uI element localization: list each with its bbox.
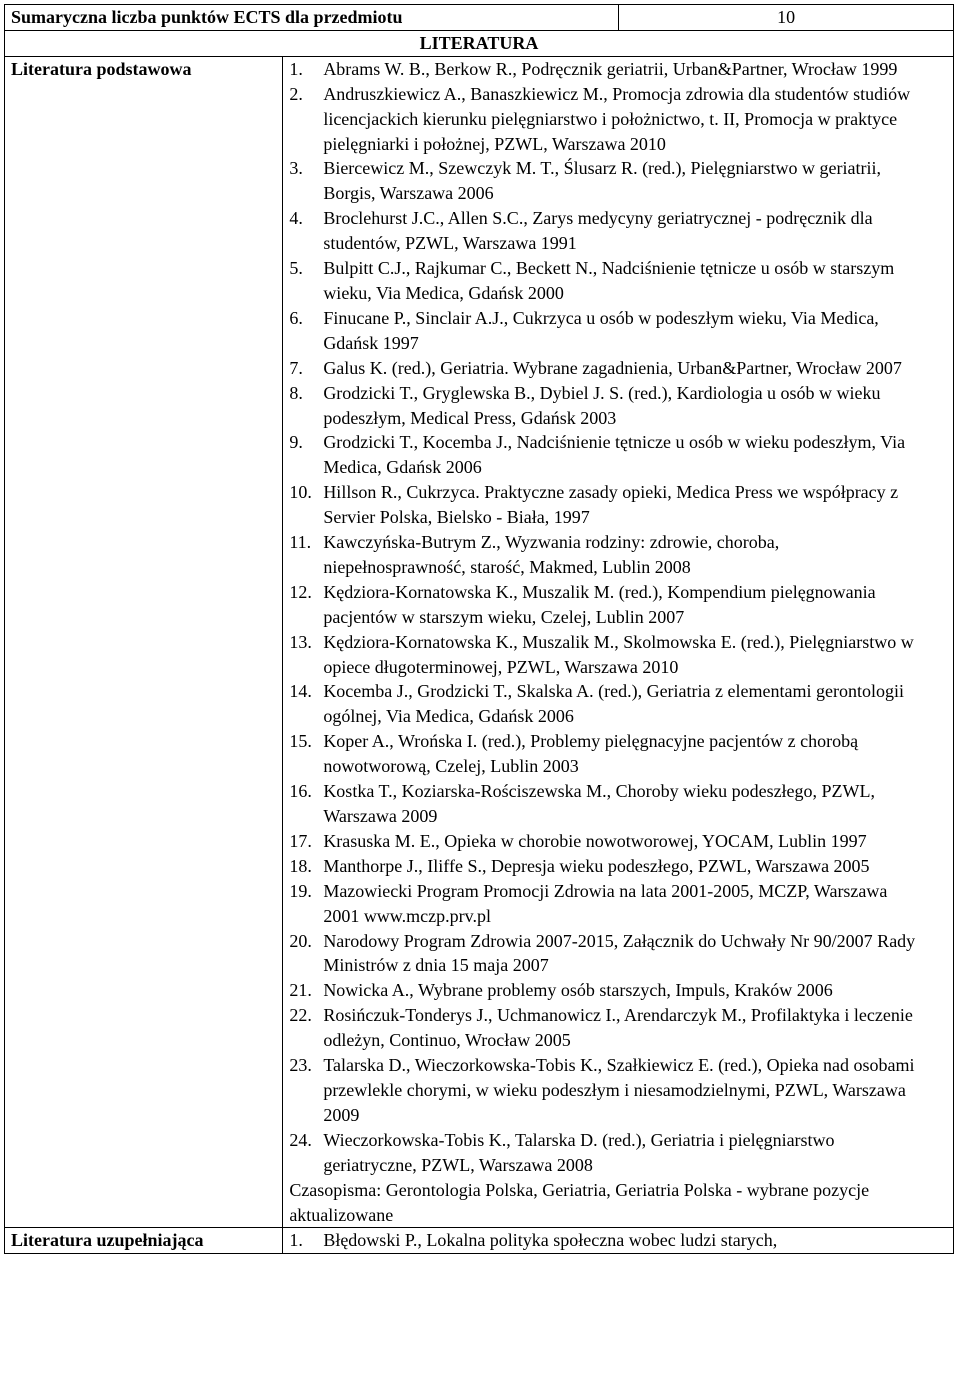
reference-text: Kędziora-Kornatowska K., Muszalik M. (red.), Kompendium pielęgnowania pacjentów w starszym wieku, Czelej, Lublin 2007 bbox=[323, 581, 876, 627]
reference-number: 2. bbox=[289, 83, 303, 104]
reference-text: Grodzicki T., Gryglewska B., Dybiel J. S. (red.), Kardiologia u osób w wieku podeszłym, Medical Press, Gdańsk 2003 bbox=[323, 382, 881, 428]
reference-number: 6. bbox=[289, 307, 303, 328]
reference-text: Krasuska M. E., Opieka w chorobie nowotworowej, YOCAM, Lublin 1997 bbox=[323, 830, 867, 851]
reference-item bbox=[289, 729, 947, 779]
reference-item bbox=[289, 879, 947, 929]
reference-item bbox=[289, 82, 947, 157]
journals-note: Czasopisma: Gerontologia Polska, Geriatria, Geriatria Polska - wybrane pozycje aktualizowane bbox=[289, 1179, 870, 1225]
reference-text: Galus K. (red.), Geriatria. Wybrane zagadnienia, Urban&Partner, Wrocław 2007 bbox=[323, 357, 902, 378]
reference-text: Abrams W. B., Berkow R., Podręcznik geriatrii, Urban&Partner, Wrocław 1999 bbox=[323, 58, 898, 79]
reference-number: 9. bbox=[289, 432, 303, 453]
reference-item bbox=[289, 1053, 947, 1128]
reference-number: 24. bbox=[289, 1129, 312, 1150]
reference-item bbox=[289, 156, 947, 206]
reference-item bbox=[289, 430, 947, 480]
reference-item bbox=[289, 256, 947, 306]
reference-text: Wieczorkowska-Tobis K., Talarska D. (red.), Geriatria i pielęgniarstwo geriatryczne, PZWL, Warszawa 2008 bbox=[323, 1129, 835, 1175]
reference-number: 11. bbox=[289, 532, 312, 553]
podstawowa-content bbox=[283, 56, 954, 1228]
reference-text: Mazowiecki Program Promocji Zdrowia na lata 2001-2005, MCZP, Warszawa 2001 www.mczp.prv.pl bbox=[323, 880, 888, 926]
uzupelniajaca-label: Literatura uzupełniająca bbox=[5, 1228, 283, 1254]
reference-text: Andruszkiewicz A., Banaszkiewicz M., Promocja zdrowia dla studentów studiów licencjackich kierunku pielęgniarstwo i położnictwo, t. II, Promocja w praktyce pielęgniarki i położnej, PZWL, Warszawa 2010 bbox=[323, 83, 911, 154]
reference-item bbox=[289, 530, 947, 580]
reference-text: Talarska D., Wieczorkowska-Tobis K., Szałkiewicz E. (red.), Opieka nad osobami przewlekle chorymi, w wieku podeszłym i niesamodzielnymi, PZWL, Warszawa 2009 bbox=[323, 1055, 915, 1125]
reference-number: 12. bbox=[289, 581, 312, 602]
reference-number: 8. bbox=[289, 382, 303, 403]
reference-item bbox=[289, 1128, 947, 1178]
reference-text: Biercewicz M., Szewczyk M. T., Ślusarz R. (red.), Pielęgniarstwo w geriatrii, Borgis, Warszawa 2006 bbox=[323, 158, 881, 204]
reference-number: 19. bbox=[289, 880, 312, 901]
podstawowa-label: Literatura podstawowa bbox=[5, 56, 283, 1228]
reference-item bbox=[289, 381, 947, 431]
reference-number: 21. bbox=[289, 980, 312, 1001]
reference-item bbox=[289, 580, 947, 630]
reference-number: 16. bbox=[289, 781, 312, 802]
uzupelniajaca-row bbox=[5, 1228, 954, 1254]
reference-text: Kędziora-Kornatowska K., Muszalik M., Skolmowska E. (red.), Pielęgniarstwo w opiece długoterminowej, PZWL, Warszawa 2010 bbox=[323, 631, 914, 677]
literatura-header-row bbox=[5, 30, 954, 56]
reference-item bbox=[289, 630, 947, 680]
reference-item bbox=[289, 1228, 947, 1253]
reference-item bbox=[289, 929, 947, 979]
reference-number: 18. bbox=[289, 855, 312, 876]
reference-number: 7. bbox=[289, 357, 303, 378]
reference-number: 1. bbox=[289, 58, 303, 79]
podstawowa-list bbox=[289, 57, 947, 1178]
podstawowa-row bbox=[5, 56, 954, 1228]
reference-text: Kocemba J., Grodzicki T., Skalska A. (red.), Geriatria z elementami gerontologii ogólnej, Via Medica, Gdańsk 2006 bbox=[323, 681, 904, 727]
reference-text: Koper A., Wrońska I. (red.), Problemy pielęgnacyjne pacjentów z chorobą nowotworową, Czelej, Lublin 2003 bbox=[323, 731, 859, 777]
reference-text: Błędowski P., Lokalna polityka społeczna wobec ludzi starych, bbox=[323, 1230, 778, 1251]
reference-item bbox=[289, 854, 947, 879]
ects-row bbox=[5, 5, 954, 31]
reference-text: Broclehurst J.C., Allen S.C., Zarys medycyny geriatrycznej - podręcznik dla studentów, PZWL, Warszawa 1991 bbox=[323, 208, 873, 254]
reference-text: Grodzicki T., Kocemba J., Nadciśnienie tętnicze u osób w wieku podeszłym, Via Medica, Gdańsk 2006 bbox=[323, 432, 906, 478]
uzupelniajaca-list bbox=[289, 1228, 947, 1253]
reference-item bbox=[289, 679, 947, 729]
reference-item bbox=[289, 1003, 947, 1053]
reference-number: 17. bbox=[289, 830, 312, 851]
ects-label: Sumaryczna liczba punktów ECTS dla przedmiotu bbox=[5, 5, 619, 31]
reference-item bbox=[289, 829, 947, 854]
reference-text: Kostka T., Koziarska-Rościszewska M., Choroby wieku podeszłego, PZWL, Warszawa 2009 bbox=[323, 781, 876, 826]
reference-number: 13. bbox=[289, 631, 312, 652]
reference-item bbox=[289, 356, 947, 381]
reference-number: 3. bbox=[289, 158, 303, 179]
reference-text: Finucane P., Sinclair A.J., Cukrzyca u osób w podeszłym wieku, Via Medica, Gdańsk 1997 bbox=[323, 307, 879, 353]
reference-number: 20. bbox=[289, 930, 312, 951]
uzupelniajaca-content bbox=[283, 1228, 954, 1254]
reference-number: 1. bbox=[289, 1230, 303, 1251]
reference-number: 15. bbox=[289, 731, 312, 752]
reference-text: Bulpitt C.J., Rajkumar C., Beckett N., Nadciśnienie tętnicze u osób w starszym wieku, Via Medica, Gdańsk 2000 bbox=[323, 258, 895, 303]
reference-number: 10. bbox=[289, 482, 312, 503]
reference-number: 14. bbox=[289, 681, 312, 702]
ects-value: 10 bbox=[619, 5, 954, 31]
literatura-header: LITERATURA bbox=[5, 30, 954, 56]
reference-text: Nowicka A., Wybrane problemy osób starszych, Impuls, Kraków 2006 bbox=[323, 980, 833, 1001]
reference-item bbox=[289, 978, 947, 1003]
reference-item bbox=[289, 480, 947, 530]
reference-text: Manthorpe J., Iliffe S., Depresja wieku podeszłego, PZWL, Warszawa 2005 bbox=[323, 855, 870, 876]
reference-number: 23. bbox=[289, 1055, 312, 1076]
reference-text: Rosińczuk-Tonderys J., Uchmanowicz I., Arendarczyk M., Profilaktyka i leczenie odleżyn, Continuo, Wrocław 2005 bbox=[323, 1005, 913, 1051]
reference-number: 4. bbox=[289, 208, 303, 229]
reference-item bbox=[289, 57, 947, 82]
reference-text: Kawczyńska-Butrym Z., Wyzwania rodziny: zdrowie, choroba, niepełnosprawność, starość, Makmed, Lublin 2008 bbox=[323, 532, 780, 577]
reference-number: 22. bbox=[289, 1005, 312, 1026]
reference-item bbox=[289, 306, 947, 356]
reference-number: 5. bbox=[289, 258, 303, 279]
reference-text: Narodowy Program Zdrowia 2007-2015, Załącznik do Uchwały Nr 90/2007 Rady Ministrów z dnia 15 maja 2007 bbox=[323, 930, 916, 976]
reference-text: Hillson R., Cukrzyca. Praktyczne zasady opieki, Medica Press we współpracy z Servier Polska, Bielsko - Biała, 1997 bbox=[323, 482, 899, 528]
reference-item bbox=[289, 206, 947, 256]
syllabus-table bbox=[4, 4, 954, 1254]
reference-item bbox=[289, 779, 947, 829]
